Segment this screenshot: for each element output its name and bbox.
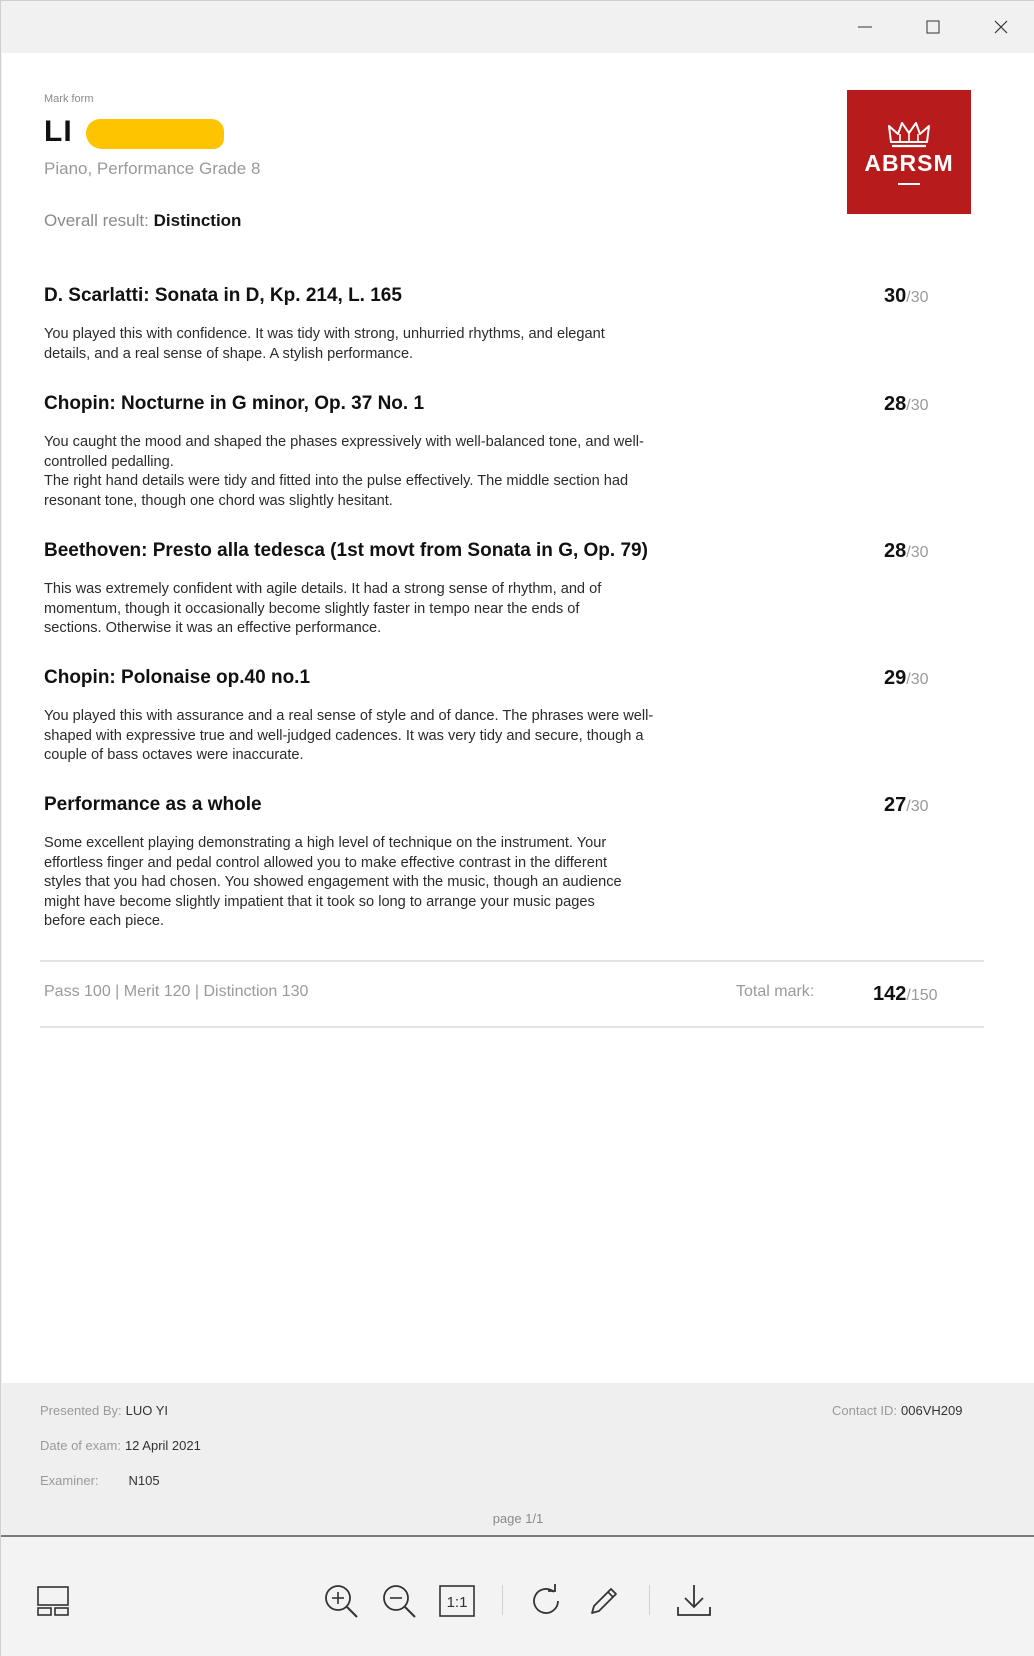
toolbar-separator [649,1585,650,1615]
candidate-name: LI [44,115,73,148]
exam-date-label: Date of exam: [40,1438,121,1453]
rotate-icon [528,1583,564,1619]
piece-mark [884,794,929,817]
annotate-pen-icon [586,1583,622,1619]
total-mark-value: 142 [873,983,907,1005]
mark-out-of: /30 [906,289,929,306]
piece-title: Chopin: Nocturne in G minor, Op. 37 No. 1 [44,393,425,414]
zoom-in-button[interactable] [319,1579,363,1623]
zoom-in-icon [322,1582,360,1620]
piece-mark [884,667,929,690]
piece-comment: This was extremely confident with agile details. It had a strong sense of rhythm, and of momentum, though it occasionally become slightly faster in tempo near the ends of sections. Otherwise it was an effective performance. [44,581,602,637]
title-bar [1,1,1034,53]
mark-value: 28 [884,393,907,415]
examiner [40,1473,160,1488]
piece-title: D. Scarlatti: Sonata in D, Kp. 214, L. 165 [44,285,402,306]
total-mark-label: Total mark: [736,983,815,1000]
piece-mark [884,540,929,563]
grade-thresholds: Pass 100 | Merit 120 | Distinction 130 [44,983,309,1000]
minimize-icon [857,19,873,35]
piece-title: Performance as a whole [44,794,262,815]
logo-bar [898,183,920,185]
examiner-value: N105 [128,1473,160,1488]
exam-date-value: 12 April 2021 [124,1438,201,1453]
minimize-button[interactable] [843,7,887,47]
mark-value: 27 [884,794,907,816]
mark-value: 30 [884,285,907,307]
contact-id-label: Contact ID: [832,1403,898,1418]
thumbnails-icon [36,1585,70,1617]
total-mark [873,983,938,1006]
contact-id [832,1403,962,1418]
actual-size-label: 1:1 [446,1594,468,1611]
maximize-button[interactable] [911,7,955,47]
piece-4 [44,667,944,766]
mark-out-of: /30 [906,798,929,815]
piece-comment: You caught the mood and shaped the phases expressively with well-balanced tone, and well- controlled pedalling. The right hand details were tidy and fitted into the pulse effectively. The middle section had resonant tone, though one chord was slightly hesitant. [44,434,644,509]
divider-top [40,960,984,962]
close-icon [993,19,1009,35]
thumbnails-button[interactable] [31,1579,75,1623]
page-number: page 1/1 [492,1511,544,1526]
close-button[interactable] [979,7,1023,47]
mark-out-of: /30 [906,544,929,561]
piece-3 [44,540,944,639]
piece-mark [884,285,929,308]
contact-id-value: 006VH209 [901,1403,963,1418]
piece-comment: You played this with assurance and a real sense of style and of dance. The phrases were well- shaped with expressive true and well-judged cadences. It was very tidy and secure, though a couple of bass octaves were inaccurate. [44,708,654,764]
piece-comment: Some excellent playing demonstrating a high level of technique on the instrument. Your effortless finger and pedal control allowed you to make effective contrast in the different styles that you had chosen. You showed engagement with the music, though an audience might have become slightly impatient that it took so long to arrange your music pages before each piece. [44,835,622,930]
total-mark-out-of: /150 [906,987,938,1004]
overall-result-value: Distinction [153,211,242,230]
toolbar-separator [502,1585,503,1615]
mark-out-of: /30 [906,671,929,688]
subject-grade: Piano, Performance Grade 8 [44,159,261,178]
zoom-out-icon [380,1582,418,1620]
overall-result-label: Overall result: [44,211,149,230]
maximize-icon [925,19,941,35]
piece-title: Chopin: Polonaise op.40 no.1 [44,667,311,688]
mark-out-of: /30 [906,397,929,414]
mark-value: 28 [884,540,907,562]
overall-result [44,211,241,231]
presented-by [40,1403,168,1418]
mark-value: 29 [884,667,907,689]
presented-by-value: LUO YI [125,1403,169,1418]
piece-2 [44,393,944,511]
page-footer [2,1383,1034,1535]
crown-icon [886,120,932,148]
annotate-button[interactable] [582,1579,626,1623]
mark-form-label: Mark form [44,93,94,105]
divider-bottom [40,1026,984,1028]
viewer-toolbar [1,1537,1034,1656]
presented-by-label: Presented By: [40,1403,122,1418]
document-page [2,53,1034,1535]
piece-5 [44,794,944,932]
rotate-button[interactable] [524,1579,568,1623]
download-icon [675,1583,713,1619]
zoom-out-button[interactable] [377,1579,421,1623]
logo-text: ABRSM [864,149,954,176]
piece-comment: You played this with confidence. It was tidy with strong, unhurried rhythms, and elegant details, and a real sense of shape. A stylish performance. [44,326,605,362]
piece-mark [884,393,929,416]
actual-size-button[interactable] [435,1579,479,1623]
redaction-mark [86,119,224,149]
abrsm-logo [847,90,971,214]
piece-1 [44,285,944,364]
examiner-label: Examiner: [40,1473,99,1488]
exam-date [40,1438,201,1453]
download-button[interactable] [672,1579,716,1623]
actual-size-icon [438,1584,476,1618]
piece-title: Beethoven: Presto alla tedesca (1st movt from Sonata in G, Op. 79) [44,540,648,561]
